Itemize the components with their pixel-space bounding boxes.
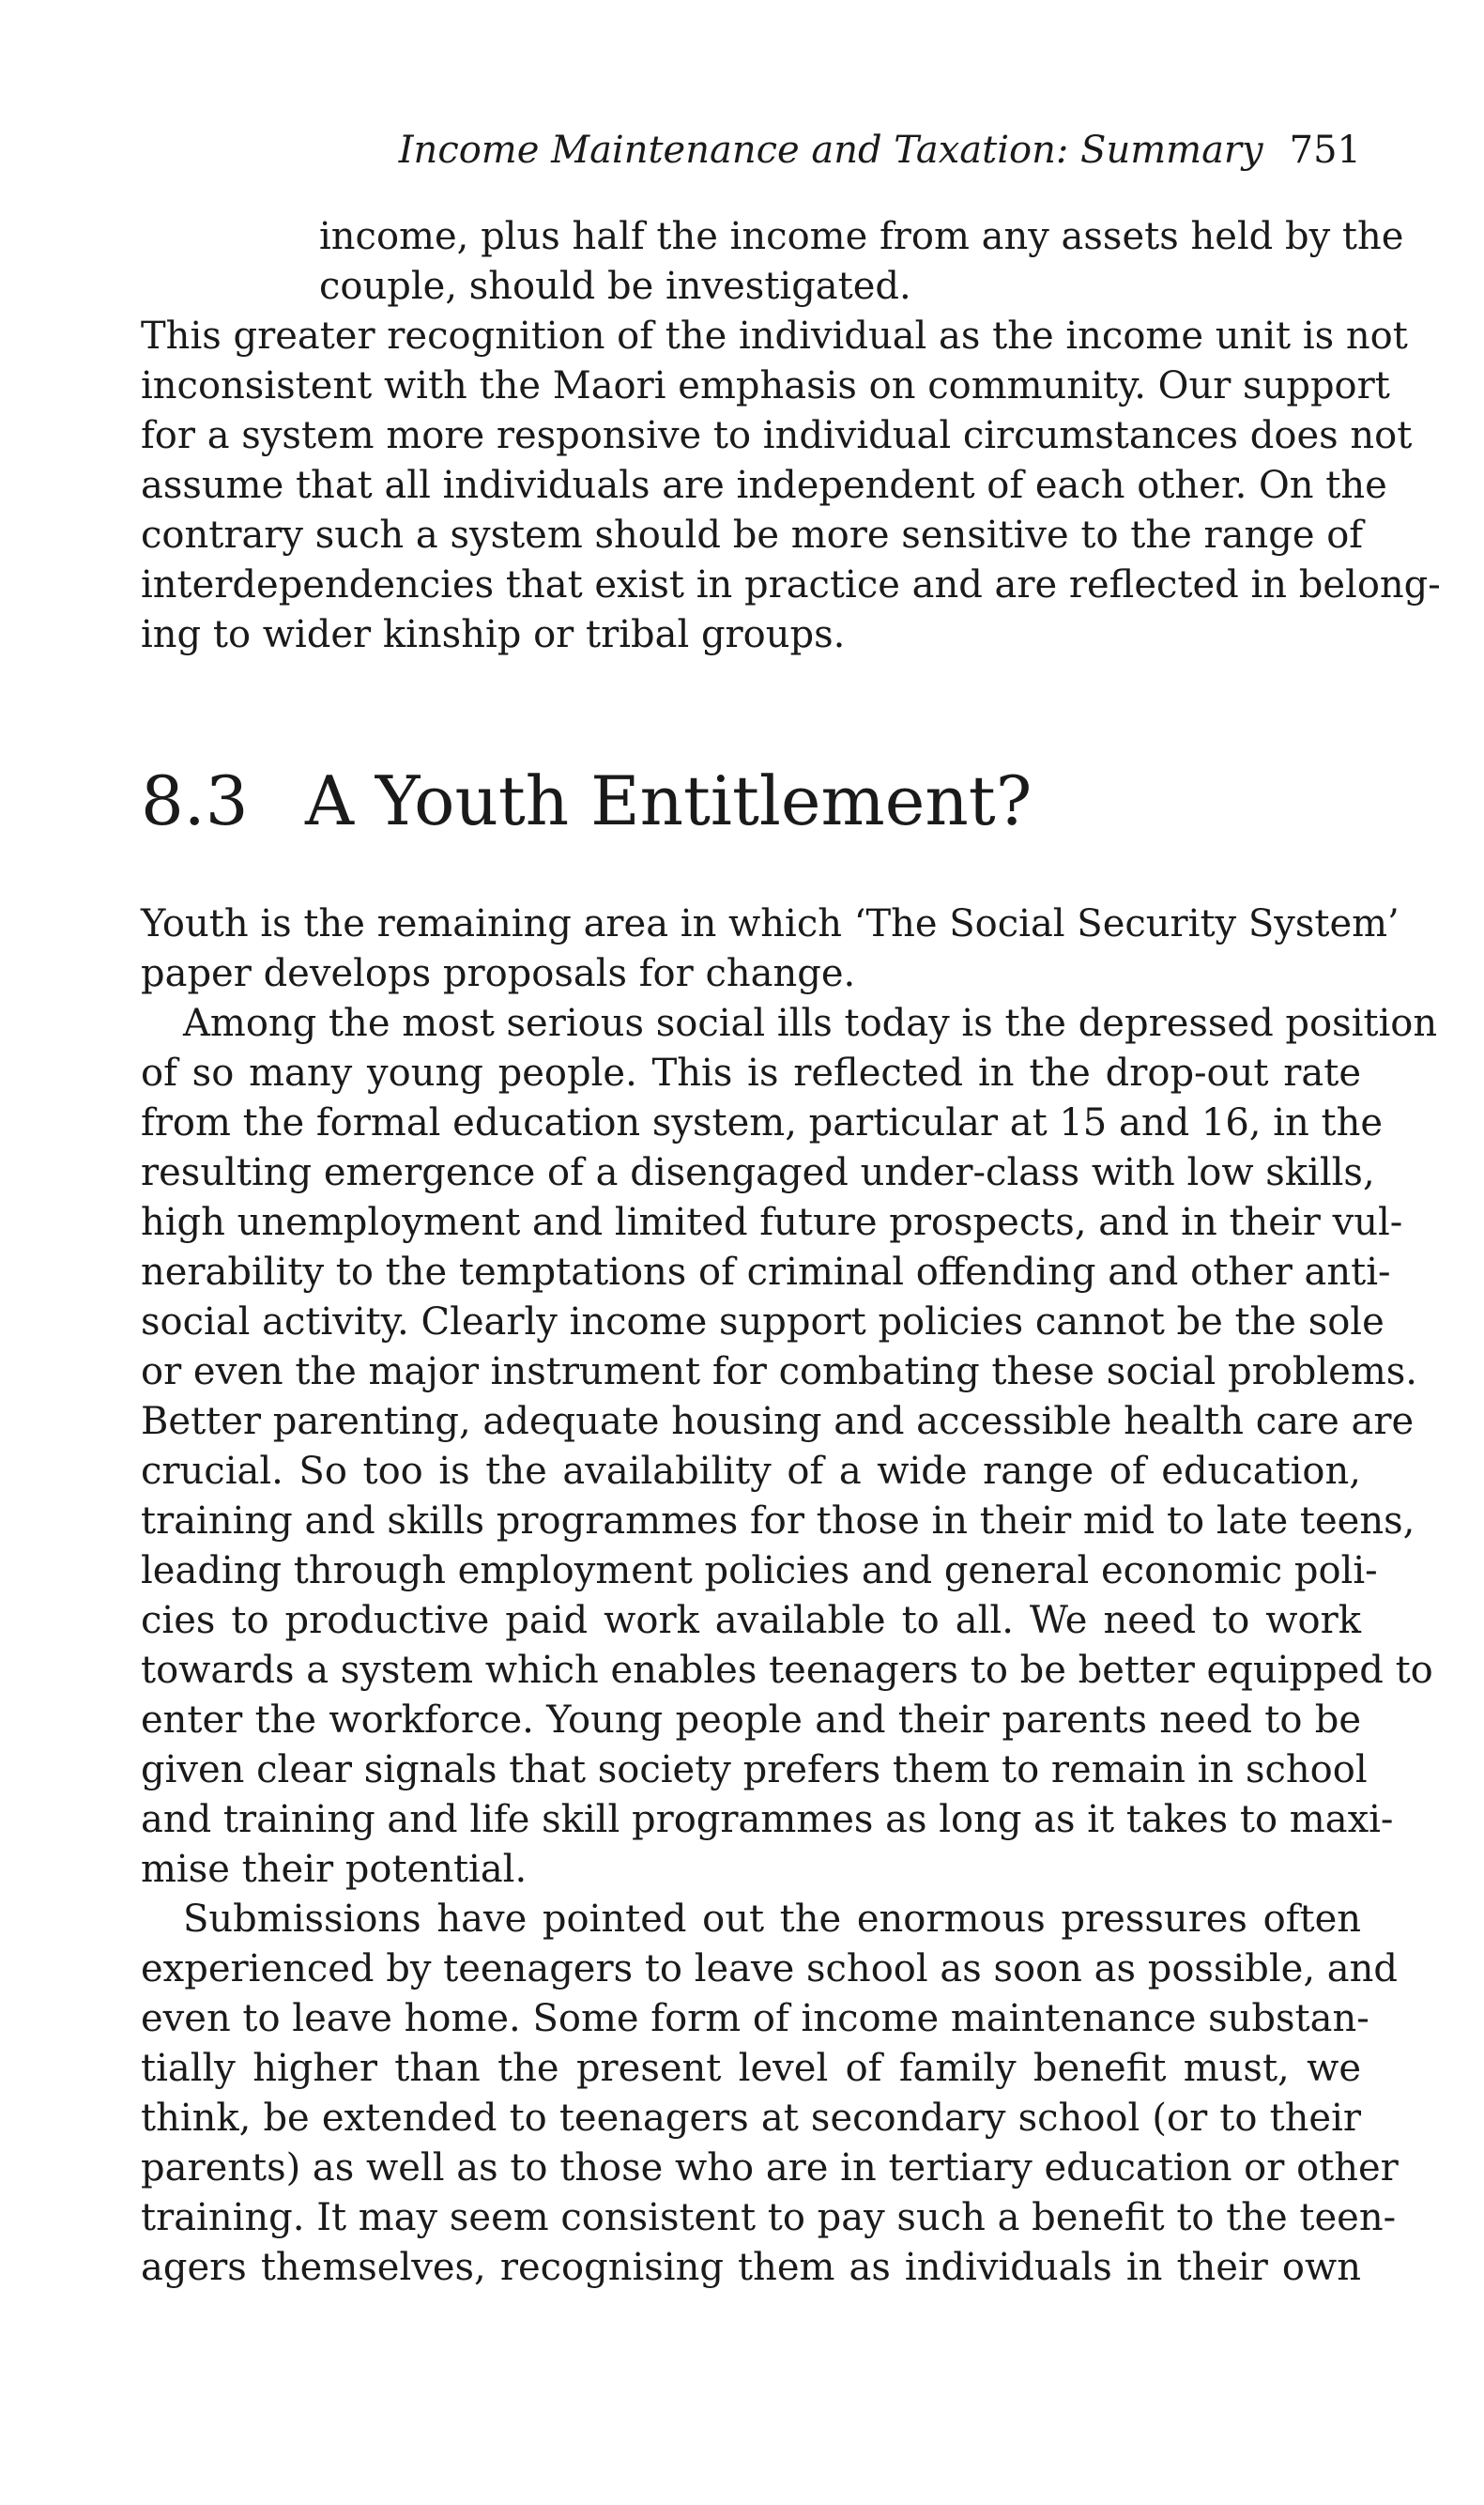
text-line: crucial. So too is the availability of a wide range of education, [141, 1450, 1361, 1493]
text-line: training. It may seem consistent to pay such a benefit to the teen- [141, 2196, 1397, 2239]
text-line: paper develops proposals for change. [141, 952, 856, 995]
page-number: 751 [1289, 129, 1361, 172]
text-line: contrary such a system should be more sensitive to the range of [141, 514, 1364, 557]
text-line: parents) as well as to those who are in tertiary education or other [141, 2146, 1399, 2190]
text-line: interdependencies that exist in practice and are reflected in belong- [141, 563, 1441, 607]
text-line: Submissions have pointed out the enormous pressures often [183, 1898, 1361, 1941]
text-line: inconsistent with the Maori emphasis on community. Our support [141, 364, 1390, 407]
text-line: This greater recognition of the individual as the income unit is not [141, 315, 1408, 358]
section-number: 8.3 [141, 761, 249, 840]
text-line: assume that all individuals are independent of each other. On the [141, 464, 1387, 507]
paragraph-individual-income-unit [141, 312, 1441, 660]
text-line: tially higher than the present level of family benefit must, we [141, 2047, 1361, 2090]
text-line: enter the workforce. Young people and their parents need to be [141, 1698, 1361, 1742]
text-line: income, plus half the income from any assets held by the [319, 215, 1404, 258]
text-line: Better parenting, adequate housing and accessible health care are [141, 1400, 1415, 1443]
section-title: A Youth Entitlement? [305, 761, 1033, 840]
text-line: ing to wider kinship or tribal groups. [141, 613, 846, 656]
section-heading [141, 759, 1032, 843]
text-line: given clear signals that society prefers them to remain in school [141, 1748, 1368, 1791]
text-line: even to leave home. Some form of income maintenance substan- [141, 1997, 1369, 2040]
text-line: for a system more responsive to individual circumstances does not [141, 414, 1413, 457]
text-line: leading through employment policies and general economic poli- [141, 1549, 1378, 1592]
text-line: social activity. Clearly income support policies cannot be the sole [141, 1300, 1385, 1344]
text-line: think, be extended to teenagers at secondary school (or to their [141, 2097, 1361, 2140]
text-line: Youth is the remaining area in which ‘The Social Security System’ [141, 902, 1400, 945]
text-line: and training and life skill programmes as long as it takes to maxi- [141, 1798, 1394, 1841]
text-line: mise their potential. [141, 1848, 528, 1891]
text-line: of so many young people. This is reflected in the drop-out rate [141, 1052, 1361, 1095]
text-line: or even the major instrument for combating these social problems. [141, 1350, 1418, 1393]
text-line: from the formal education system, particular at 15 and 16, in the [141, 1101, 1384, 1145]
continuation-text [141, 212, 1404, 312]
text-line: cies to productive paid work available to all. We need to work [141, 1599, 1361, 1642]
paragraph-social-ills [141, 999, 1438, 1895]
text-line: training and skills programmes for those in their mid to late teens, [141, 1499, 1415, 1543]
paragraph-youth-intro [141, 899, 1400, 999]
paragraph-submissions [141, 1895, 1399, 2293]
text-line: Among the most serious social ills today is the depressed position [183, 1002, 1438, 1045]
text-line: couple, should be investigated. [319, 265, 911, 308]
text-line: agers themselves, recognising them as individuals in their own [141, 2246, 1361, 2289]
running-header [141, 124, 1361, 177]
text-line: experienced by teenagers to leave school as soon as possible, and [141, 1947, 1398, 1990]
text-line: towards a system which enables teenagers to be better equipped to [141, 1649, 1433, 1692]
text-line: nerability to the temptations of criminal offending and other anti- [141, 1251, 1391, 1294]
running-header-title: Income Maintenance and Taxation: Summary [398, 129, 1263, 172]
text-line: resulting emergence of a disengaged under-class with low skills, [141, 1151, 1375, 1194]
text-line: high unemployment and limited future prospects, and in their vul- [141, 1201, 1403, 1244]
